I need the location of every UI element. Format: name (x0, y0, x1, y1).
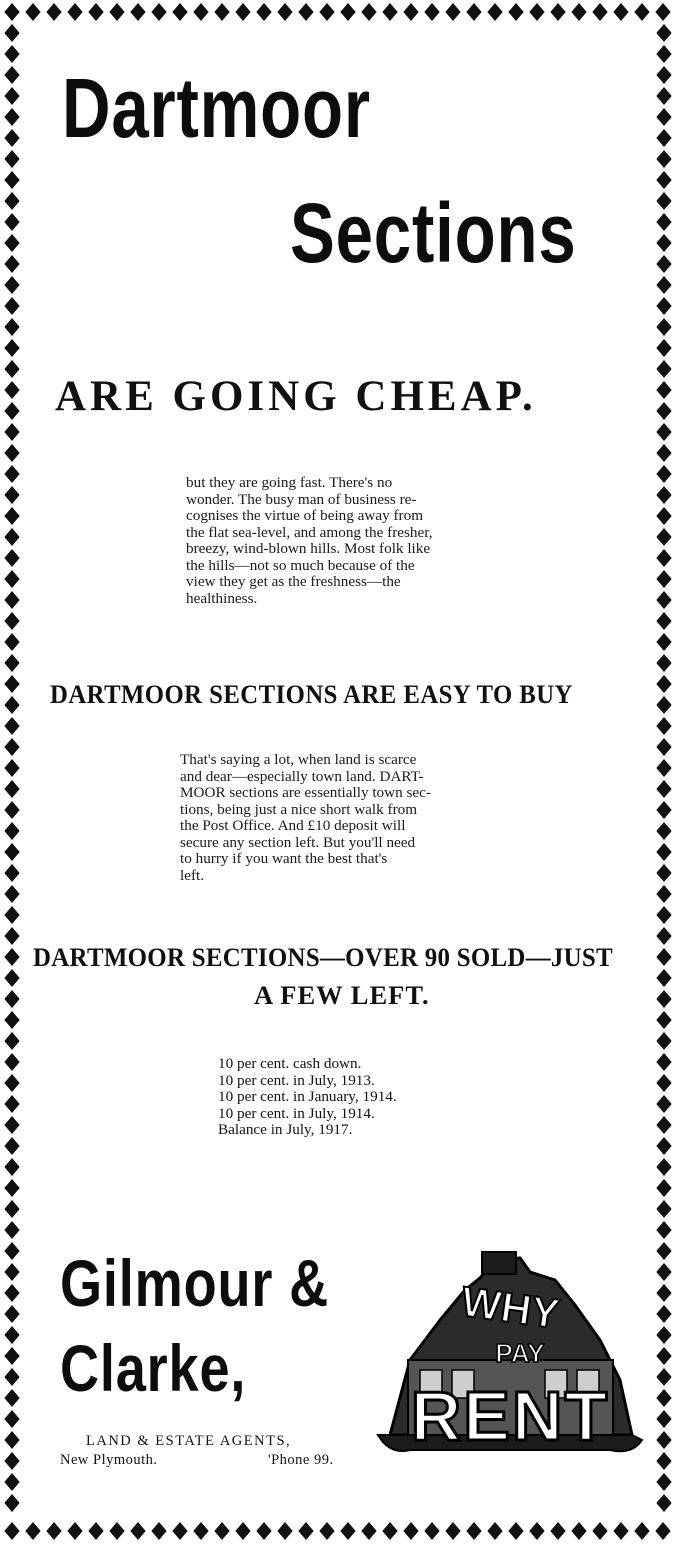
border-diamond (4, 402, 19, 420)
text-line: breezy, wind-blown hills. Most folk like (186, 540, 431, 557)
border-diamond (4, 1263, 19, 1281)
border-diamond (4, 1305, 19, 1323)
border-diamond (235, 3, 250, 21)
border-diamond (656, 255, 671, 273)
text-line: to hurry if you want the best that's (180, 850, 388, 867)
company-name-line1: Gilmour & (60, 1246, 329, 1320)
border-diamond (214, 3, 229, 21)
border-diamond (656, 213, 671, 231)
border-diamond (4, 360, 19, 378)
border-diamond (4, 738, 19, 756)
border-diamond (656, 990, 671, 1008)
border-diamond (656, 633, 671, 651)
border-diamond (172, 1522, 187, 1540)
border-diamond (656, 444, 671, 462)
phone-label: 'Phone 99. (268, 1452, 334, 1468)
border-diamond (4, 1074, 19, 1092)
border-diamond (340, 3, 355, 21)
border-diamond (4, 108, 19, 126)
border-diamond (193, 3, 208, 21)
border-diamond (656, 696, 671, 714)
heading-easy-to-buy: DARTMOOR SECTIONS ARE EASY TO BUY (50, 680, 573, 709)
border-diamond (656, 927, 671, 945)
border-diamond (4, 591, 19, 609)
border-diamond (656, 1326, 671, 1344)
border-diamond (656, 948, 671, 966)
border-diamond (592, 3, 607, 21)
title-dartmoor: Dartmoor (62, 61, 371, 155)
border-diamond (656, 843, 671, 861)
border-diamond (4, 150, 19, 168)
border-diamond (655, 3, 670, 21)
border-diamond (4, 1179, 19, 1197)
border-diamond (656, 1053, 671, 1071)
border-diamond (319, 3, 334, 21)
border-diamond (88, 3, 103, 21)
border-diamond (424, 3, 439, 21)
border-diamond (4, 171, 19, 189)
border-diamond (656, 1032, 671, 1050)
border-diamond (4, 87, 19, 105)
border-diamond (656, 234, 671, 252)
border-diamond (4, 885, 19, 903)
border-diamond (4, 801, 19, 819)
border-diamond (4, 864, 19, 882)
border-diamond (4, 297, 19, 315)
border-diamond (4, 1473, 19, 1491)
border-diamond (656, 1347, 671, 1365)
border-diamond (656, 906, 671, 924)
border-diamond (298, 3, 313, 21)
border-diamond (656, 738, 671, 756)
border-diamond (4, 612, 19, 630)
border-diamond (4, 969, 19, 987)
border-diamond (4, 318, 19, 336)
text-line: MOOR sections are essentially town sec- (180, 784, 431, 801)
border-diamond (4, 1389, 19, 1407)
border-diamond (656, 1368, 671, 1386)
border-diamond (4, 1326, 19, 1344)
border-diamond (4, 1452, 19, 1470)
border-diamond (4, 129, 19, 147)
text-line: That's saying a lot, when land is scarce (180, 751, 417, 768)
border-diamond (67, 3, 82, 21)
border-diamond (4, 339, 19, 357)
border-diamond (172, 3, 187, 21)
border-diamond (382, 3, 397, 21)
text-line: tions, being just a nice short walk from (180, 800, 418, 818)
border-diamond (656, 801, 671, 819)
border-diamond (656, 1179, 671, 1197)
border-diamond (235, 1522, 250, 1540)
heading-sold-line2: A FEW LEFT. (254, 980, 430, 1010)
border-diamond (656, 1242, 671, 1260)
border-diamond (25, 3, 40, 21)
term-item: 10 per cent. in July, 1914. (218, 1104, 375, 1122)
border-diamond (4, 1284, 19, 1302)
border-diamond (656, 759, 671, 777)
border-diamond (4, 507, 19, 525)
tagline: ARE GOING CHEAP. (55, 373, 537, 420)
border-diamond (656, 1200, 671, 1218)
border-diamond (4, 717, 19, 735)
border-diamond (109, 3, 124, 21)
house-illustration (370, 1250, 645, 1465)
border-diamond (4, 1242, 19, 1260)
border-diamond (4, 654, 19, 672)
border-diamond (656, 192, 671, 210)
border-diamond (151, 3, 166, 21)
border-diamond (550, 1522, 565, 1540)
border-diamond (656, 864, 671, 882)
border-diamond (656, 780, 671, 798)
border-diamond (256, 3, 271, 21)
border-diamond (656, 486, 671, 504)
border-diamond (4, 570, 19, 588)
border-diamond (4, 486, 19, 504)
border-diamond (656, 297, 671, 315)
border-diamond (403, 3, 418, 21)
border-diamond (4, 1158, 19, 1176)
border-diamond (656, 108, 671, 126)
border-diamond (656, 1158, 671, 1176)
border-diamond (508, 1522, 523, 1540)
border-diamond (656, 150, 671, 168)
heading-sold-line1: DARTMOOR SECTIONS—OVER 90 SOLD—JUST (33, 942, 613, 972)
paragraph-intro (186, 475, 433, 607)
border-diamond (4, 843, 19, 861)
text-line: but they are going fast. There's no (186, 474, 393, 491)
text-line: the hills—not so much because of the (186, 556, 415, 574)
border-diamond (529, 1522, 544, 1540)
border-diamond (656, 1494, 671, 1512)
border-diamond (656, 402, 671, 420)
border-diamond (46, 1522, 61, 1540)
border-diamond (656, 1389, 671, 1407)
border-diamond (656, 1473, 671, 1491)
border-diamond (656, 1452, 671, 1470)
border-diamond (25, 1522, 40, 1540)
border-diamond (656, 1095, 671, 1113)
border-diamond (656, 570, 671, 588)
border-diamond (445, 3, 460, 21)
border-diamond (46, 3, 61, 21)
border-diamond (656, 24, 671, 42)
text-line: view they get as the freshness—the (186, 573, 401, 590)
border-diamond (4, 675, 19, 693)
border-diamond (656, 1284, 671, 1302)
border-diamond (130, 1522, 145, 1540)
border-diamond (4, 1221, 19, 1239)
border-diamond (634, 3, 649, 21)
border-diamond (88, 1522, 103, 1540)
payment-terms (218, 1056, 397, 1139)
border-diamond (4, 990, 19, 1008)
title-sections: Sections (290, 186, 577, 280)
border-diamond (571, 1522, 586, 1540)
border-diamond (4, 948, 19, 966)
border-diamond (4, 1137, 19, 1155)
border-diamond (4, 45, 19, 63)
border-diamond (656, 129, 671, 147)
border-diamond (4, 1494, 19, 1512)
border-diamond (4, 213, 19, 231)
text-line: and dear—especially town land. DART- (180, 767, 424, 785)
border-diamond (4, 1522, 19, 1540)
border-diamond (109, 1522, 124, 1540)
border-diamond (656, 1074, 671, 1092)
text-line: the flat sea-level, and among the fresher, (186, 523, 433, 541)
paragraph-town-land (180, 752, 431, 884)
border-diamond (403, 1522, 418, 1540)
border-diamond (214, 1522, 229, 1540)
border-diamond (4, 24, 19, 42)
border-diamond (193, 1522, 208, 1540)
border-diamond (656, 528, 671, 546)
location-label: New Plymouth. (60, 1452, 158, 1468)
border-diamond (656, 969, 671, 987)
border-diamond (656, 381, 671, 399)
border-diamond (613, 3, 628, 21)
text-line: left. (180, 866, 205, 884)
border-diamond (656, 45, 671, 63)
border-diamond (4, 465, 19, 483)
border-diamond (466, 1522, 481, 1540)
border-diamond (508, 3, 523, 21)
term-item: 10 per cent. in January, 1914. (218, 1088, 397, 1105)
border-diamond (656, 612, 671, 630)
border-diamond (4, 633, 19, 651)
border-diamond (4, 1368, 19, 1386)
border-diamond (4, 1200, 19, 1218)
border-diamond (656, 360, 671, 378)
border-diamond (4, 66, 19, 84)
border-diamond (4, 1347, 19, 1365)
border-diamond (4, 1032, 19, 1050)
border-diamond (256, 1522, 271, 1540)
house-text-rent: RENT (410, 1377, 610, 1455)
border-diamond (361, 1522, 376, 1540)
border-diamond (4, 1431, 19, 1449)
border-diamond (656, 423, 671, 441)
text-line: wonder. The busy man of business re- (186, 490, 417, 508)
term-item: Balance in July, 1917. (218, 1121, 353, 1138)
house-text-why: WHY (458, 1277, 563, 1338)
border-diamond (656, 66, 671, 84)
border-diamond (656, 465, 671, 483)
border-diamond (4, 1011, 19, 1029)
border-diamond (656, 1305, 671, 1323)
border-diamond (4, 1053, 19, 1071)
border-diamond (529, 3, 544, 21)
border-diamond (382, 1522, 397, 1540)
border-diamond (592, 1522, 607, 1540)
border-diamond (656, 87, 671, 105)
border-diamond (67, 1522, 82, 1540)
border-diamond (466, 3, 481, 21)
border-diamond (4, 423, 19, 441)
border-diamond (361, 3, 376, 21)
border-diamond (656, 675, 671, 693)
border-diamond (656, 1263, 671, 1281)
border-diamond (656, 654, 671, 672)
border-diamond (4, 1095, 19, 1113)
border-diamond (4, 3, 19, 21)
border-diamond (656, 1221, 671, 1239)
term-item: 10 per cent. cash down. (218, 1055, 362, 1072)
border-diamond (4, 759, 19, 777)
border-diamond (656, 591, 671, 609)
border-diamond (4, 255, 19, 273)
border-diamond (656, 276, 671, 294)
house-text-pay: PAY (495, 1338, 545, 1368)
border-diamond (4, 192, 19, 210)
border-diamond (656, 717, 671, 735)
border-diamond (487, 3, 502, 21)
house-chimney (482, 1252, 516, 1274)
border-diamond (4, 528, 19, 546)
text-line: cognises the virtue of being away from (186, 507, 424, 524)
border-diamond (656, 822, 671, 840)
border-diamond (151, 1522, 166, 1540)
border-diamond (4, 1116, 19, 1134)
border-diamond (613, 1522, 628, 1540)
border-diamond (4, 1410, 19, 1428)
border-diamond (634, 1522, 649, 1540)
border-diamond (130, 3, 145, 21)
border-diamond (550, 3, 565, 21)
border-diamond (4, 822, 19, 840)
border-diamond (656, 318, 671, 336)
border-diamond (4, 234, 19, 252)
border-diamond (4, 906, 19, 924)
border-diamond (656, 507, 671, 525)
border-diamond (656, 171, 671, 189)
border-diamond (656, 885, 671, 903)
border-diamond (4, 549, 19, 567)
border-diamond (656, 1431, 671, 1449)
company-name-line2: Clarke, (60, 1331, 247, 1405)
text-line: the Post Office. And £10 deposit will (180, 817, 406, 834)
border-diamond (656, 1410, 671, 1428)
border-diamond (445, 1522, 460, 1540)
term-item: 10 per cent. in July, 1913. (218, 1071, 375, 1089)
border-diamond (656, 1011, 671, 1029)
border-diamond (655, 1522, 670, 1540)
text-line: healthiness. (186, 589, 258, 607)
text-line: secure any section left. But you'll need (180, 833, 416, 851)
border-diamond (319, 1522, 334, 1540)
border-diamond (4, 696, 19, 714)
agents-label: LAND & ESTATE AGENTS, (86, 1433, 292, 1449)
border-diamond (340, 1522, 355, 1540)
border-diamond (4, 927, 19, 945)
border-diamond (424, 1522, 439, 1540)
border-diamond (487, 1522, 502, 1540)
border-diamond (298, 1522, 313, 1540)
border-diamond (571, 3, 586, 21)
border-diamond (4, 276, 19, 294)
border-diamond (4, 381, 19, 399)
border-diamond (656, 339, 671, 357)
border-diamond (4, 444, 19, 462)
border-diamond (656, 1116, 671, 1134)
border-diamond (277, 3, 292, 21)
border-diamond (656, 549, 671, 567)
border-diamond (277, 1522, 292, 1540)
border-diamond (656, 1137, 671, 1155)
border-diamond (4, 780, 19, 798)
